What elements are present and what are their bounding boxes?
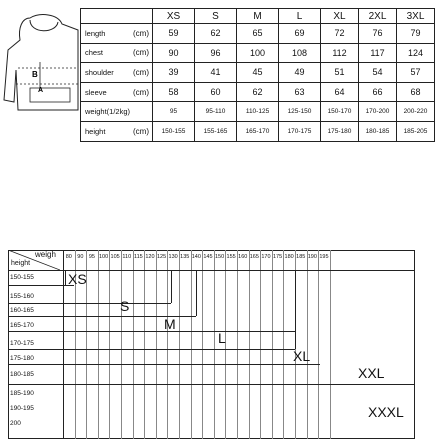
size-band-label: L — [218, 330, 226, 346]
weight-column-header: 165 — [249, 254, 259, 260]
grid-column-line — [63, 250, 64, 439]
weight-column-header: 155 — [226, 254, 236, 260]
size-header: M — [237, 9, 279, 24]
table-corner-cell — [81, 9, 153, 24]
table-cell: 170-200 — [359, 102, 397, 122]
table-cell: 76 — [359, 24, 397, 44]
table-cell: 112 — [321, 43, 359, 63]
row-unit: (cm) — [133, 67, 149, 77]
row-label-text: sleeve — [85, 87, 107, 97]
size-band-line — [8, 331, 295, 332]
row-label — [81, 121, 153, 141]
height-row-header: 170-175 — [10, 340, 34, 347]
table-cell: 65 — [237, 24, 279, 44]
hoodie-outline — [4, 15, 78, 110]
grid-column-line — [318, 250, 319, 439]
table-cell: 54 — [359, 63, 397, 83]
weight-column-header: 170 — [261, 254, 271, 260]
grid-column-line — [249, 250, 250, 439]
size-band-label: XXXL — [368, 404, 404, 420]
table-header-row — [81, 9, 435, 24]
size-header: 2XL — [359, 9, 397, 24]
grid-column-line — [283, 250, 284, 439]
table-cell: 95-110 — [195, 102, 237, 122]
table-row — [81, 63, 435, 83]
weight-column-header: 90 — [77, 254, 84, 260]
table-cell: 155-165 — [195, 121, 237, 141]
table-cell: 66 — [359, 82, 397, 102]
table-cell: 185-205 — [397, 121, 435, 141]
grid-column-line — [156, 250, 157, 439]
grid-column-line — [98, 250, 99, 439]
table-cell: 95 — [153, 102, 195, 122]
table-cell: 62 — [195, 24, 237, 44]
weight-column-header: 135 — [180, 254, 190, 260]
table-cell: 59 — [153, 24, 195, 44]
weight-column-header: 185 — [296, 254, 306, 260]
grid-column-line — [179, 250, 180, 439]
table-row — [81, 43, 435, 63]
height-row-header: 180-185 — [10, 371, 34, 378]
size-header: 3XL — [397, 9, 435, 24]
table-cell: 49 — [279, 63, 321, 83]
table-cell: 124 — [397, 43, 435, 63]
row-label — [81, 82, 153, 102]
height-row-header: 160-165 — [10, 307, 34, 314]
table-row — [81, 121, 435, 141]
size-band-edge — [65, 270, 66, 285]
size-band-label: S — [120, 298, 130, 314]
weight-column-header: 195 — [319, 254, 329, 260]
weight-column-header: 100 — [98, 254, 109, 260]
size-band-label: XXL — [358, 365, 385, 381]
height-row-header: 175-180 — [10, 355, 34, 362]
grid-column-line — [272, 250, 273, 439]
size-header: XL — [321, 9, 359, 24]
table-cell: 45 — [237, 63, 279, 83]
size-band-edge — [196, 270, 197, 316]
row-label — [81, 43, 153, 63]
size-band-line — [8, 384, 415, 385]
weight-column-header: 180 — [284, 254, 294, 260]
height-row-header: 185-190 — [10, 390, 34, 397]
table-cell: 200-220 — [397, 102, 435, 122]
measure-mark-a: A — [38, 87, 44, 94]
weight-column-header: 150 — [214, 254, 225, 260]
table-row — [81, 102, 435, 122]
row-label — [81, 63, 153, 83]
measure-mark-b: B — [32, 70, 38, 79]
size-band-edge — [171, 270, 172, 303]
table-cell: 165-170 — [237, 121, 279, 141]
hoodie-illustration — [0, 10, 80, 120]
table-cell: 62 — [237, 82, 279, 102]
weight-column-header: 160 — [238, 254, 248, 260]
weight-column-header: 130 — [168, 254, 178, 260]
height-row-header: 150-155 — [10, 274, 34, 281]
table-cell: 69 — [279, 24, 321, 44]
row-label — [81, 102, 153, 122]
table-cell: 96 — [195, 43, 237, 63]
row-unit: (cm) — [133, 87, 149, 97]
row-label-text: chest — [85, 48, 103, 58]
table-cell: 150-155 — [153, 121, 195, 141]
size-band-edge — [295, 270, 296, 349]
grid-column-line — [133, 250, 134, 439]
weight-column-header: 175 — [272, 254, 283, 260]
size-band-line — [8, 303, 171, 304]
table-cell: 180-185 — [359, 121, 397, 141]
table-cell: 90 — [153, 43, 195, 63]
weight-column-header: 145 — [203, 254, 213, 260]
table-cell: 100 — [237, 43, 279, 63]
table-cell: 68 — [397, 82, 435, 102]
size-band-line — [8, 285, 74, 286]
size-band-line — [8, 349, 295, 350]
height-row-header: 190-195 — [10, 405, 34, 412]
table-cell: 39 — [153, 63, 195, 83]
row-unit: (cm) — [133, 126, 149, 136]
weight-column-header: 95 — [88, 254, 95, 260]
table-cell: 108 — [279, 43, 321, 63]
weight-column-header: 110 — [122, 254, 132, 260]
row-label-text: weight(1/2kg) — [85, 107, 131, 117]
weight-column-header: 140 — [191, 254, 201, 260]
grid-column-line — [121, 250, 122, 439]
grid-column-line — [191, 250, 192, 439]
table-cell: 63 — [279, 82, 321, 102]
grid-column-line — [330, 250, 331, 439]
height-row-header: 200 — [10, 420, 21, 427]
size-band-label: M — [164, 316, 176, 332]
table-cell: 60 — [195, 82, 237, 102]
size-band-label: XS — [68, 271, 87, 287]
table-cell: 51 — [321, 63, 359, 83]
table-cell: 79 — [397, 24, 435, 44]
grid-column-line — [260, 250, 261, 439]
weight-column-header: 125 — [156, 254, 167, 260]
table-cell: 117 — [359, 43, 397, 63]
table-cell: 41 — [195, 63, 237, 83]
table-cell: 72 — [321, 24, 359, 44]
weight-column-header: 115 — [133, 254, 143, 260]
size-band-line — [8, 364, 320, 365]
size-band-label: XL — [293, 348, 311, 364]
corner-height-label: height — [11, 260, 31, 267]
grid-column-line — [237, 250, 238, 439]
table-cell: 125-150 — [279, 102, 321, 122]
table-cell: 64 — [321, 82, 359, 102]
size-recommendation-chart — [8, 250, 415, 439]
size-header: L — [279, 9, 321, 24]
table-cell: 170-175 — [279, 121, 321, 141]
row-label-text: shoulder — [85, 67, 114, 77]
grid-column-line — [109, 250, 110, 439]
weight-column-header: 190 — [307, 254, 317, 260]
grid-column-line — [144, 250, 145, 439]
size-header: S — [195, 9, 237, 24]
table-cell: 110-125 — [237, 102, 279, 122]
height-row-header: 155-160 — [10, 293, 34, 300]
row-unit: (cm) — [133, 28, 149, 38]
row-label — [81, 24, 153, 44]
row-unit: (cm) — [133, 48, 149, 58]
table-row — [81, 24, 435, 44]
corner-weight-label: weigh — [35, 250, 56, 259]
grid-column-line — [214, 250, 215, 439]
row-label-text: height — [85, 126, 106, 136]
table-cell: 175-180 — [321, 121, 359, 141]
size-chart-table — [80, 8, 435, 142]
grid-column-line — [167, 250, 168, 439]
weight-column-header: 80 — [65, 254, 72, 260]
size-header: XS — [153, 9, 195, 24]
table-cell: 57 — [397, 63, 435, 83]
height-row-header: 165-170 — [10, 322, 34, 329]
table-cell: 58 — [153, 82, 195, 102]
table-cell: 150-170 — [321, 102, 359, 122]
weight-column-header: 120 — [145, 254, 155, 260]
grid-column-line — [202, 250, 203, 439]
row-label-text: length — [85, 28, 106, 38]
weight-column-header: 105 — [110, 254, 120, 260]
table-row — [81, 82, 435, 102]
grid-column-line — [307, 250, 308, 439]
